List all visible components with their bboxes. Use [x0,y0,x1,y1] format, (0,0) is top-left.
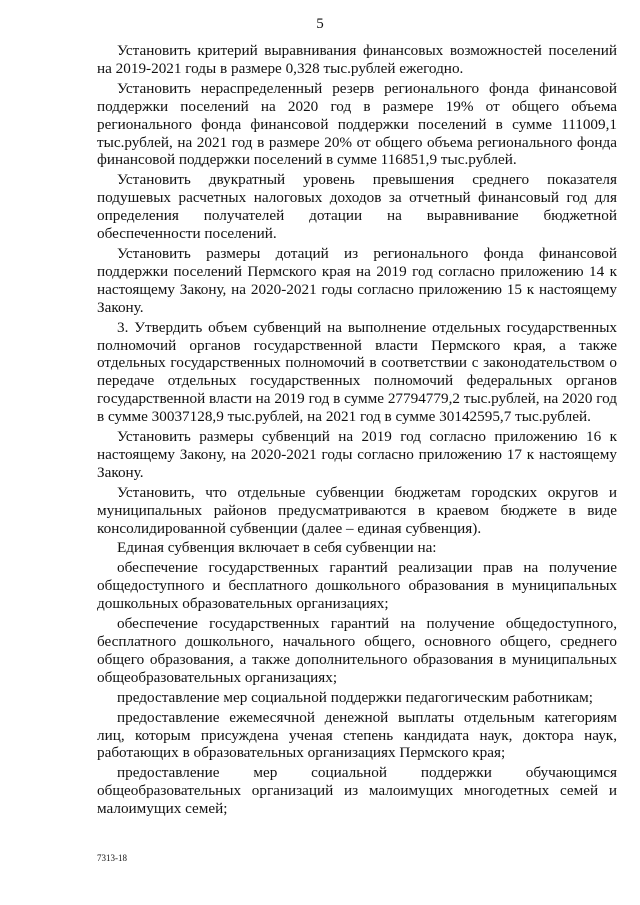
paragraph-subvention-sizes: Установить размеры субвенций на 2019 год согласно приложению 16 к настоящему Закону, на 2020-2021 годы согласно приложению 17 к настоящему Закону. [97,428,617,481]
list-item-teacher-support: предоставление мер социальной поддержки педагогическим работникам; [117,688,593,706]
paragraph-equalization-criterion: Установить критерий выравнивания финансовых возможностей поселений на 2019-2021 годы в размере 0,328 тыс.рублей ежегодно. [97,42,617,77]
list-item-monthly-payment: предоставление ежемесячной денежной выплаты отдельным категориям лиц, которым присуждена ученая степень кандидата наук, доктора наук, работающих в образовательных организациях Пермского края; [97,708,617,762]
list-item-student-support: предоставление мер социальной поддержки обучающимся общеобразовательных организаций из малоимущих многодетных семей и малоимущих семей; [97,764,617,818]
page-number: 5 [316,16,324,32]
paragraph-consolidated-subvention: Установить, что отдельные субвенции бюджетам городских округов и муниципальных районов предусматриваются в краевом бюджете в виде консолидированной субвенции (далее – единая субвенция). [97,483,617,537]
paragraph-excess-level: Установить двукратный уровень превышения среднего показателя подушевых расчетных налоговых доходов за отчетный финансовый год для определения получателей дотации на выравнивание бюджетной обеспеченности поселений. [97,171,617,243]
paragraph-undistributed-reserve: Установить нераспределенный резерв регионального фонда финансовой поддержки поселений на 2020 год в размере 19% от общего объема регионального фонда финансовой поддержки поселений в сумме 111009,1 тыс.рублей, на 2021 год в размере 20% от общего объема регионального фонда финансовой поддержки поселений в сумме 116851,9 тыс.рублей. [97,79,617,169]
document-code: 7313-18 [97,853,127,863]
list-item-preschool-guarantees: обеспечение государственных гарантий реализации прав на получение общедоступного и бесплатного дошкольного образования в муниципальных дошкольных образовательных организациях; [97,559,617,613]
paragraph-subsidy-sizes: Установить размеры дотаций из регионального фонда финансовой поддержки поселений Пермского края на 2019 год согласно приложению 14 к настоящему Закону, на 2020-2021 годы согласно приложению 15 к настоящему Закону. [97,244,617,316]
paragraph-single-subvention-intro: Единая субвенция включает в себя субвенции на: [117,539,437,557]
list-item-general-education-guarantees: обеспечение государственных гарантий на получение общедоступного, бесплатного дошкольного, начального общего, основного общего, среднего общего образования, а также дополнительного образования в муниципальных общеобразовательных организациях; [97,615,617,686]
paragraph-subvention-volume: 3. Утвердить объем субвенций на выполнение отдельных государственных полномочий органов государственной власти Пермского края, а также отдельных государственных полномочий в соответствии с законодательством о передаче отдельных государственных полномочий федеральных органов государственной власти на 2019 год в сумме 27794779,2 тыс.рублей, на 2020 год в сумме 30037128,9 тыс.рублей, на 2021 год в сумме 30142595,7 тыс.рублей. [97,318,617,426]
document-body [97,42,617,820]
